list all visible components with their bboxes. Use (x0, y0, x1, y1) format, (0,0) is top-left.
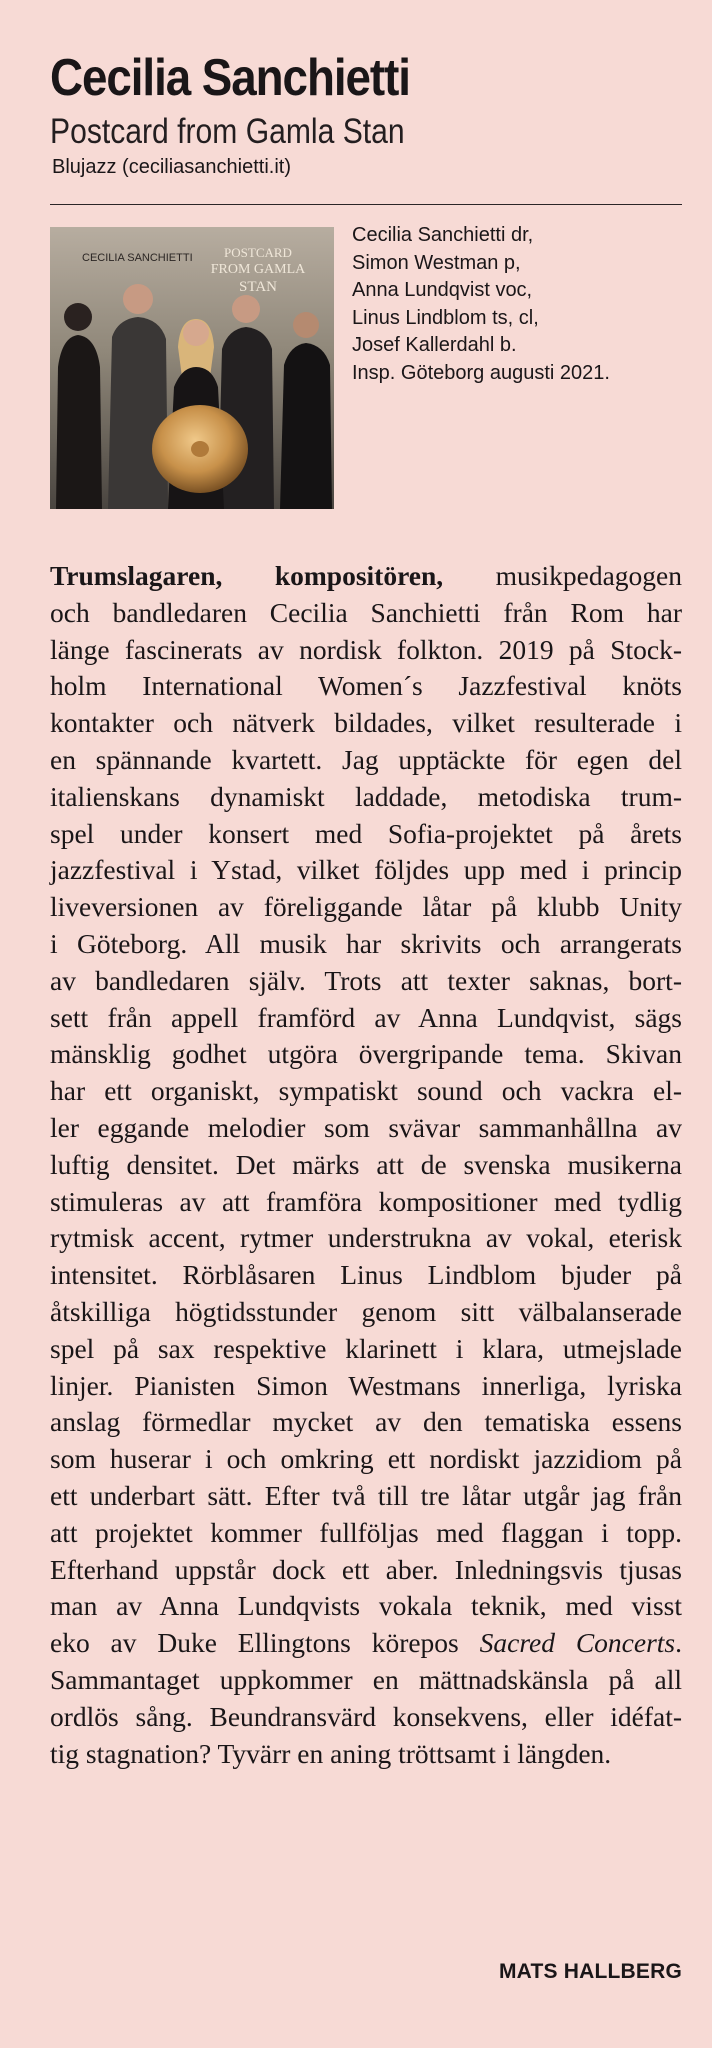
review-line: sett från appell framförd av Anna Lundqvist, sägs (50, 1001, 682, 1033)
review-line: åtskilliga högtidsstunder genom sitt välbalanserade (50, 1295, 682, 1327)
header-divider (50, 204, 682, 205)
album-cover (50, 227, 334, 509)
review-line: ler eggande melodier som svävar sammanhållna av (50, 1111, 682, 1143)
review-line: i Göteborg. All musik har skrivits och arrangerats (50, 927, 682, 959)
personnel-credits (352, 222, 610, 387)
review-line: ordlös sång. Beundransvärd konsekvens, eller idéfat- (50, 1700, 682, 1732)
review-line: rytmisk accent, rytmer understrukna av vokal, eterisk (50, 1222, 682, 1254)
review-line: holm International Women´s Jazzfestival knöts (50, 670, 682, 702)
credit-line: Anna Lundqvist voc, (352, 279, 533, 301)
credit-line: Josef Kallerdahl b. (352, 334, 517, 356)
review-line: att projektet kommer fullföljas med flaggan i topp. (50, 1516, 682, 1548)
review-line: stimuleras av att framföra kompositioner med tydlig (50, 1185, 682, 1217)
review-line: mänsklig godhet utgöra övergripande tema. Skivan (50, 1038, 682, 1070)
review-line: Trumslagaren, kompositören, musikpedagogen (50, 560, 682, 591)
review-line: man av Anna Lundqvists vokala teknik, med visst (50, 1590, 682, 1622)
review-line: ett underbart sätt. Efter två till tre låtar utgår jag från (50, 1479, 682, 1511)
cover-artist-text: CECILIA SANCHIETTI (82, 252, 193, 264)
reviewer-byline: MATS HALLBERG (498, 1960, 682, 1983)
review-line: jazzfestival i Ystad, vilket följdes upp med i princip (50, 854, 682, 886)
credit-line: Insp. Göteborg augusti 2021. (352, 361, 610, 384)
review-line: spel på sax respektive klarinett i klara, utmejslade (50, 1332, 682, 1364)
review-line: kontakter och nätverk bildades, vilket resulterade i (50, 707, 682, 739)
svg-text:POSTCARD: POSTCARD (224, 245, 292, 260)
review-line: som huserar i och omkring ett nordiskt jazzidiom på (50, 1443, 682, 1475)
review-line: och bandledaren Cecilia Sanchietti från Rom har (50, 596, 682, 628)
review-line: linjer. Pianisten Simon Westmans innerliga, lyriska (50, 1369, 682, 1401)
review-line: italienskans dynamiskt laddade, metodiska trum- (50, 780, 682, 812)
review-line: av bandledaren själv. Trots att texter saknas, bort- (50, 964, 682, 996)
review-line: Efterhand uppstår dock ett aber. Inledningsvis tjusas (50, 1553, 682, 1585)
credit-line: Linus Lindblom ts, cl, (352, 306, 539, 329)
review-line: tig stagnation? Tyvärr en aning tröttsamt i längden. (50, 1737, 612, 1769)
review-line: Sammantaget uppkommer en mättnadskänsla på all (50, 1663, 682, 1695)
artist-name: Cecilia Sanchietti (50, 49, 410, 107)
svg-text:STAN: STAN (239, 279, 277, 295)
album-title: Postcard from Gamla Stan (50, 112, 405, 151)
record-label: Blujazz (ceciliasanchietti.it) (52, 156, 291, 178)
credit-line: Simon Westman p, (352, 251, 521, 274)
review-line: luftig densitet. Det märks att de svenska musikerna (50, 1148, 682, 1180)
review-line: har ett organiskt, sympatiskt sound och vackra el- (50, 1075, 682, 1107)
svg-text:FROM GAMLA: FROM GAMLA (210, 262, 306, 277)
review-line: länge fascinerats av nordisk folkton. 2019 på Stock- (50, 633, 682, 665)
review-line: anslag förmedlar mycket av den tematiska essens (50, 1406, 682, 1438)
credit-line: Cecilia Sanchietti dr, (352, 224, 534, 246)
album-reference: Sacred Concerts (479, 1627, 676, 1659)
lead-phrase: Trumslagaren, kompositören, (50, 560, 444, 591)
review-line: en spännande kvartett. Jag upptäckte för egen del (50, 743, 682, 775)
review-body (50, 558, 682, 1772)
review-line: liveversionen av föreliggande låtar på klubb Unity (50, 891, 682, 923)
review-line: spel under konsert med Sofia-projektet på årets (50, 817, 682, 849)
review-line: intensitet. Rörblåsaren Linus Lindblom bjuder på (50, 1259, 682, 1291)
review-line: eko av Duke Ellingtons körepos Sacred Concerts. (50, 1627, 682, 1659)
